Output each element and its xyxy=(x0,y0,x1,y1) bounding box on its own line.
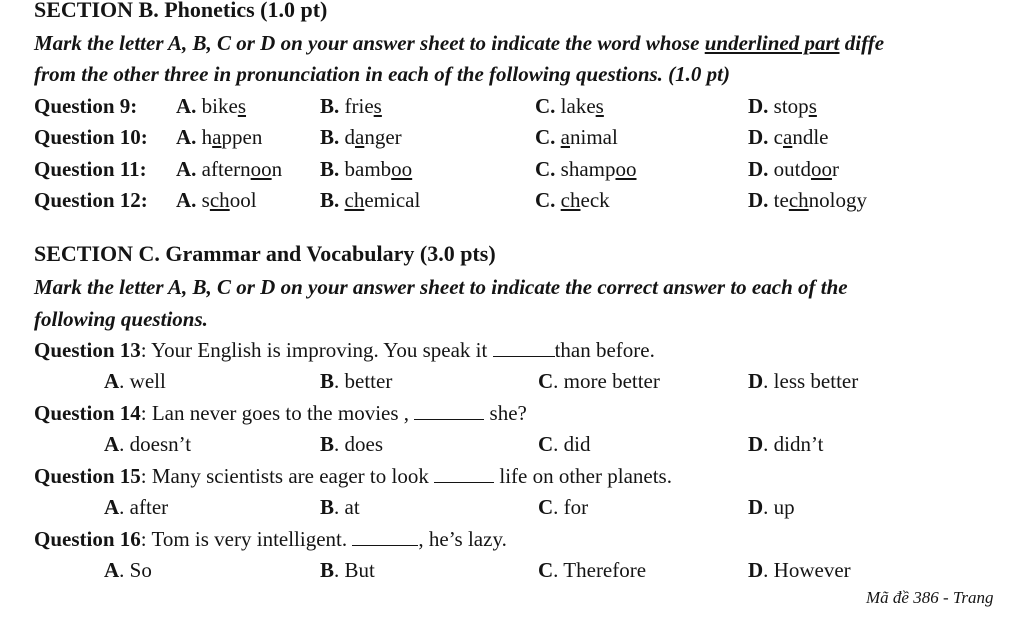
question-label: Question 14 xyxy=(34,401,141,425)
option-text: c xyxy=(773,125,783,149)
question-text: : Lan never goes to the movies , xyxy=(140,401,415,425)
option-text: . more better xyxy=(553,369,660,393)
option-letter: A xyxy=(104,432,120,456)
option-text: d xyxy=(344,125,356,149)
option-letter: D. xyxy=(748,125,769,149)
section-b-instruction-line-1 xyxy=(34,30,884,56)
answer-option xyxy=(320,494,360,520)
answer-option xyxy=(320,557,375,583)
option-text: bamb xyxy=(344,157,392,181)
answer-option xyxy=(748,124,828,150)
option-letter: B. xyxy=(320,125,340,149)
option-letter: B xyxy=(320,432,335,456)
option-text: . doesn’t xyxy=(119,432,192,456)
option-letter: B xyxy=(320,558,335,582)
answer-option xyxy=(748,93,817,119)
option-text: frie xyxy=(344,94,374,118)
option-letter: C xyxy=(538,495,554,519)
answer-option xyxy=(748,156,839,182)
option-text: lake xyxy=(560,94,596,118)
option-text: aftern xyxy=(201,157,251,181)
section-b-heading: SECTION B. Phonetics (1.0 pt) xyxy=(34,0,328,22)
question-label: Question 16 xyxy=(34,527,141,551)
option-text: . did xyxy=(553,432,591,456)
option-text: s xyxy=(201,188,210,212)
option-letter: D. xyxy=(748,188,769,212)
option-text: outd xyxy=(773,157,812,181)
answer-option xyxy=(748,494,795,520)
answer-option xyxy=(320,431,383,457)
answer-blank xyxy=(434,466,494,483)
underlined-part: a xyxy=(783,125,793,149)
answer-option xyxy=(535,124,618,150)
instruction-text-2: diffe xyxy=(839,31,885,55)
underlined-part: oo xyxy=(250,157,272,181)
option-text: stop xyxy=(773,94,809,118)
question-text: , he’s lazy. xyxy=(418,527,507,551)
section-c-heading: SECTION C. Grammar and Vocabulary (3.0 pts) xyxy=(34,241,496,266)
option-letter: D xyxy=(748,369,764,393)
option-text: bike xyxy=(201,94,238,118)
option-text: . less better xyxy=(763,369,859,393)
underlined-part: s xyxy=(237,94,247,118)
option-text: shamp xyxy=(560,157,616,181)
question-label: Question 15 xyxy=(34,464,141,488)
option-text: te xyxy=(773,188,789,212)
option-text: h xyxy=(201,125,213,149)
question-text: life on other planets. xyxy=(494,464,672,488)
instruction-text-1: Mark the letter A, B, C or D on your answer sheet to indicate the word whose xyxy=(34,31,705,55)
underlined-part: s xyxy=(595,94,604,118)
answer-option xyxy=(320,368,392,394)
option-letter: A xyxy=(104,495,120,519)
option-text: nger xyxy=(364,125,402,149)
answer-option xyxy=(535,187,610,213)
answer-option xyxy=(320,93,382,119)
answer-option xyxy=(104,557,152,583)
option-letter: A. xyxy=(176,188,197,212)
option-text: . does xyxy=(334,432,384,456)
answer-option xyxy=(538,557,646,583)
option-text: r xyxy=(832,157,840,181)
answer-option xyxy=(176,124,262,150)
underlined-part: oo xyxy=(615,157,637,181)
underlined-part: a xyxy=(355,125,365,149)
option-letter: A. xyxy=(176,157,197,181)
page-footer: Mã đề 386 - Trang xyxy=(866,588,994,607)
answer-option xyxy=(176,156,282,182)
option-text: . better xyxy=(334,369,393,393)
answer-option xyxy=(104,431,191,457)
answer-option xyxy=(538,368,660,394)
option-text: . However xyxy=(763,558,851,582)
option-letter: B. xyxy=(320,94,340,118)
question-text: she? xyxy=(484,401,527,425)
answer-option xyxy=(104,494,168,520)
answer-option xyxy=(176,187,257,213)
option-text: n xyxy=(271,157,283,181)
underlined-part: s xyxy=(373,94,382,118)
option-text: . Therefore xyxy=(553,558,647,582)
option-letter: D. xyxy=(748,94,769,118)
instruction-underlined-text: underlined part xyxy=(704,31,840,55)
option-text: eck xyxy=(580,188,610,212)
underlined-part: ch xyxy=(344,188,365,212)
answer-blank xyxy=(414,403,484,420)
option-text: . after xyxy=(119,495,169,519)
option-text: . at xyxy=(334,495,360,519)
section-c-instruction-line-2: following questions. xyxy=(34,307,208,331)
option-letter: A xyxy=(104,558,120,582)
question-text: than before. xyxy=(554,338,655,362)
option-letter: A. xyxy=(176,94,197,118)
underlined-part: a xyxy=(560,125,570,149)
option-text: ool xyxy=(229,188,257,212)
answer-option xyxy=(320,156,412,182)
answer-option xyxy=(176,93,246,119)
answer-option xyxy=(320,124,402,150)
option-letter: B. xyxy=(320,157,340,181)
underlined-part: a xyxy=(212,125,222,149)
answer-option xyxy=(104,368,166,394)
question-text: : Your English is improving. You speak it xyxy=(140,338,493,362)
option-text: ppen xyxy=(221,125,263,149)
answer-option xyxy=(748,187,867,213)
question-label: Question 10: xyxy=(34,125,148,149)
underlined-part: ch xyxy=(788,188,809,212)
option-letter: C. xyxy=(535,188,556,212)
answer-option xyxy=(320,187,420,213)
option-letter: C. xyxy=(535,157,556,181)
question-stem xyxy=(34,400,527,426)
answer-blank xyxy=(352,529,418,546)
option-letter: D xyxy=(748,495,764,519)
option-text: ndle xyxy=(792,125,829,149)
question-stem xyxy=(34,337,655,363)
answer-option xyxy=(538,494,588,520)
option-text: . So xyxy=(119,558,152,582)
answer-option xyxy=(538,431,591,457)
question-stem xyxy=(34,526,507,552)
answer-option xyxy=(748,431,823,457)
question-label: Question 11: xyxy=(34,157,147,181)
underlined-part: oo xyxy=(811,157,833,181)
option-letter: C. xyxy=(535,94,556,118)
option-text: emical xyxy=(364,188,421,212)
option-letter: A. xyxy=(176,125,197,149)
question-text: : Many scientists are eager to look xyxy=(140,464,435,488)
underlined-part: s xyxy=(808,94,817,118)
question-label: Question 9: xyxy=(34,94,138,118)
question-label: Question 12: xyxy=(34,188,148,212)
question-label: Question 13 xyxy=(34,338,141,362)
answer-option xyxy=(748,368,858,394)
section-c-instruction-line-1: Mark the letter A, B, C or D on your answer sheet to indicate the correct answer to each of the xyxy=(34,275,848,299)
answer-blank xyxy=(493,340,555,357)
option-text: nimal xyxy=(570,125,618,149)
answer-option xyxy=(748,557,851,583)
option-text: . up xyxy=(763,495,795,519)
option-text: nology xyxy=(808,188,867,212)
section-b-instruction-line-2: from the other three in pronunciation in each of the following questions. (1.0 pt) xyxy=(34,62,731,86)
answer-option xyxy=(535,156,637,182)
underlined-part: ch xyxy=(209,188,230,212)
option-text: . didn’t xyxy=(763,432,824,456)
option-letter: A xyxy=(104,369,120,393)
question-text: : Tom is very intelligent. xyxy=(140,527,353,551)
option-text: . for xyxy=(553,495,589,519)
option-letter: B. xyxy=(320,188,340,212)
option-letter: B xyxy=(320,369,335,393)
option-letter: C. xyxy=(535,125,556,149)
option-letter: C xyxy=(538,369,554,393)
answer-option xyxy=(535,93,604,119)
option-letter: D xyxy=(748,558,764,582)
option-letter: D. xyxy=(748,157,769,181)
option-text: . But xyxy=(334,558,375,582)
option-letter: C xyxy=(538,558,554,582)
option-letter: D xyxy=(748,432,764,456)
option-letter: C xyxy=(538,432,554,456)
option-text: . well xyxy=(119,369,166,393)
question-stem xyxy=(34,463,672,489)
option-letter: B xyxy=(320,495,335,519)
underlined-part: oo xyxy=(391,157,413,181)
underlined-part: ch xyxy=(560,188,581,212)
